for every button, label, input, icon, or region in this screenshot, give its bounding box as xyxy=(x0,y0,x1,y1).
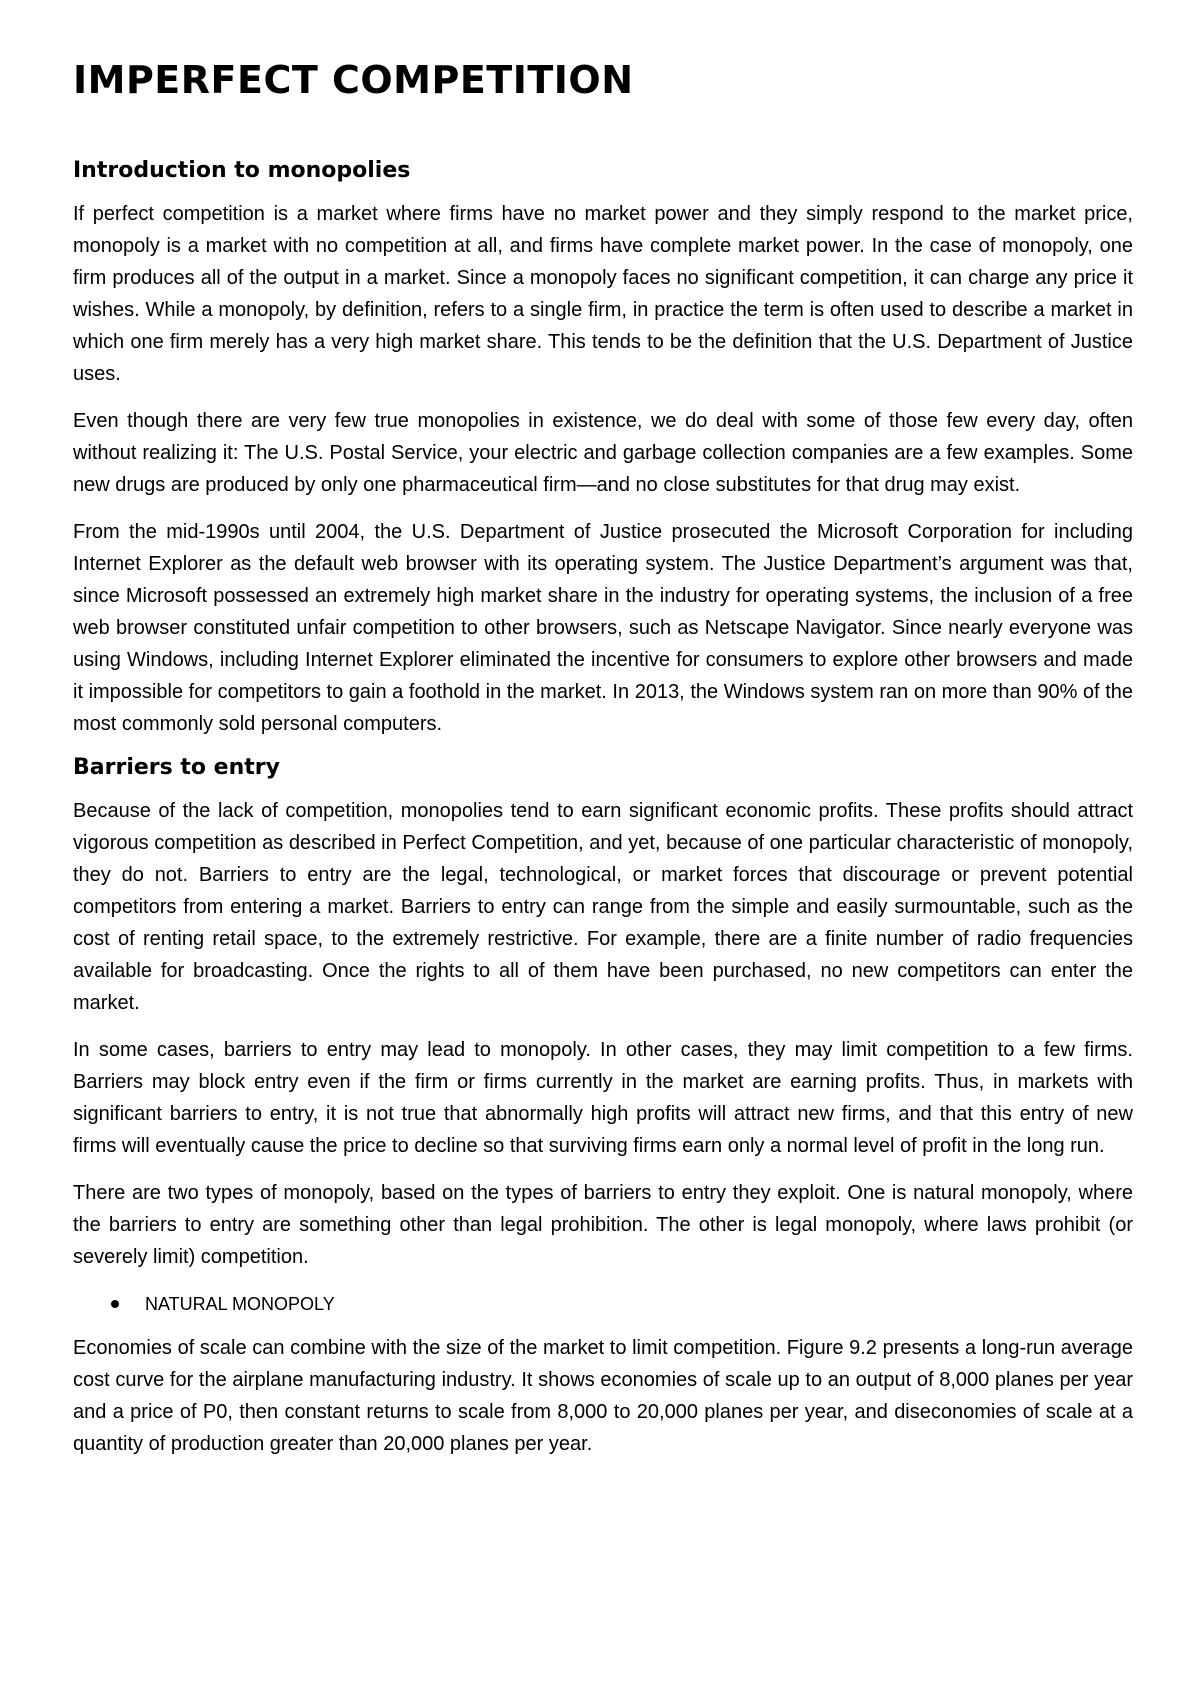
paragraph: There are two types of monopoly, based on the types of barriers to entry they exploit. One is natural monopoly, where the barriers to entry are something other than legal prohibition. The other is legal monopoly, where laws prohibit (or severely limit) competition. xyxy=(73,1182,1133,1269)
paragraph: Economies of scale can combine with the size of the market to limit competition. Figure 9.2 presents a long-run average cost curve for the airplane manufacturing industry. It shows economies of scale up to an output of 8,000 planes per year and a price of P0, then constant returns to scale from 8,000 to 20,000 planes per year, and diseconomies of scale at a quantity of production greater than 20,000 planes per year. xyxy=(73,1337,1133,1456)
list-item xyxy=(73,1288,1133,1320)
paragraph: If perfect competition is a market where firms have no market power and they simply respond to the market price, monopoly is a market with no competition at all, and firms have complete market power. In the case of monopoly, one firm produces all of the output in a market. Since a monopoly faces no significant competition, it can charge any price it wishes. While a monopoly, by definition, refers to a single firm, in practice the term is often used to describe a market in which one firm merely has a very high market share. This tends to be the definition that the U.S. Department of Justice uses. xyxy=(73,202,1133,385)
paragraph: From the mid-1990s until 2004, the U.S. Department of Justice prosecuted the Microsoft Corporation for including Internet Explorer as the default web browser with its operating system. The Justice Department’s argument was that, since Microsoft possessed an extremely high market share in the industry for operating systems, the inclusion of a free web browser constituted unfair competition to other browsers, such as Netscape Navigator. Since nearly everyone was using Windows, including Internet Explorer eliminated the incentive for consumers to explore other browsers and made it impossible for competitors to gain a foothold in the market. In 2013, the Windows system ran on more than 90% of the most commonly sold personal computers. xyxy=(73,520,1133,735)
section-heading: Introduction to monopolies xyxy=(73,157,411,183)
section-introduction xyxy=(73,158,1133,740)
document-title: IMPERFECT COMPETITION xyxy=(73,58,634,102)
bullet-list xyxy=(73,1288,1133,1320)
document-page xyxy=(73,58,1133,1475)
bullet-icon xyxy=(111,1300,119,1308)
section-barriers-to-entry xyxy=(73,755,1133,1460)
paragraph: Even though there are very few true monopolies in existence, we do deal with some of those few every day, often without realizing it: The U.S. Postal Service, your electric and garbage collection companies are a few examples. Some new drugs are produced by only one pharmaceutical firm—and no close substitutes for that drug may exist. xyxy=(73,409,1133,496)
list-item-label: NATURAL MONOPOLY xyxy=(145,1294,335,1315)
paragraph: Because of the lack of competition, monopolies tend to earn significant economic profits. These profits should attract vigorous competition as described in Perfect Competition, and yet, because of one particular characteristic of monopoly, they do not. Barriers to entry are the legal, technological, or market forces that discourage or prevent potential competitors from entering a market. Barriers to entry can range from the simple and easily surmountable, such as the cost of renting retail space, to the extremely restrictive. For example, there are a finite number of radio frequencies available for broadcasting. Once the rights to all of them have been purchased, no new competitors can enter the market. xyxy=(73,800,1133,1015)
paragraph: In some cases, barriers to entry may lead to monopoly. In other cases, they may limit competition to a few firms. Barriers may block entry even if the firm or firms currently in the market are earning profits. Thus, in markets with significant barriers to entry, it is not true that abnormally high profits will attract new firms, and that this entry of new firms will eventually cause the price to decline so that surviving firms earn only a normal level of profit in the long run. xyxy=(73,1039,1133,1158)
section-heading: Barriers to entry xyxy=(73,754,280,780)
